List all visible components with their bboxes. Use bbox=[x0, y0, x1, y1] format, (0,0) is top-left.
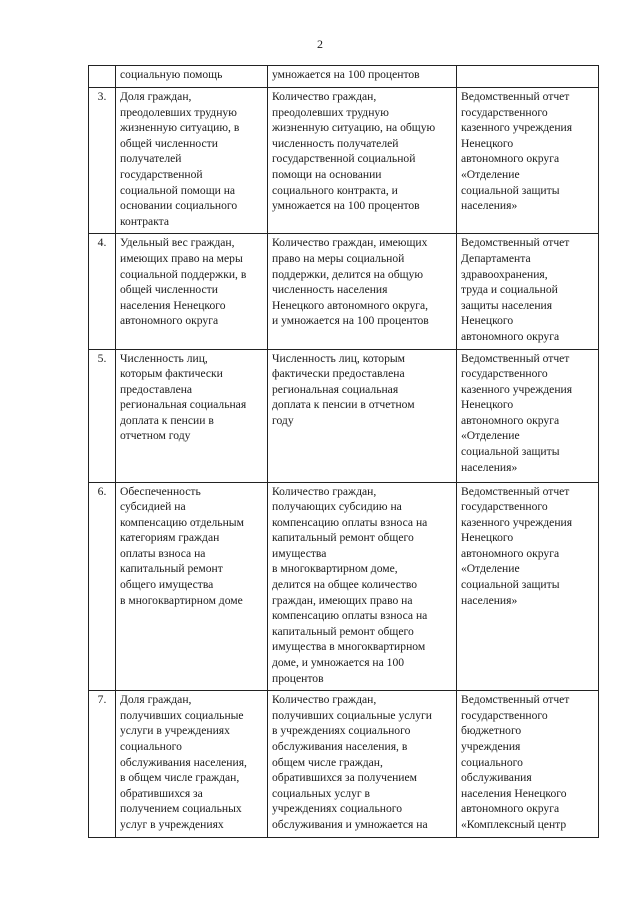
data-source-cell bbox=[457, 66, 599, 88]
table-row bbox=[89, 66, 599, 88]
data-source-cell: Ведомственный отчет государственного казенного учреждения Ненецкого автономного округа «Отделение социальной защиты населения» bbox=[457, 482, 599, 691]
row-number: 5. bbox=[89, 349, 116, 482]
table-row bbox=[89, 349, 599, 482]
indicator-cell: Удельный вес граждан, имеющих право на меры социальной поддержки, в общей численности населения Ненецкого автономного округа bbox=[116, 234, 268, 349]
calculation-method-cell: Количество граждан, имеющих право на меры социальной поддержки, делится на общую численность населения Ненецкого автономного округа, и умножается на 100 процентов bbox=[268, 234, 457, 349]
page-number: 2 bbox=[317, 37, 323, 51]
row-number: 7. bbox=[89, 691, 116, 837]
row-number: 3. bbox=[89, 88, 116, 234]
table-row bbox=[89, 234, 599, 349]
calculation-method-cell: умножается на 100 процентов bbox=[268, 66, 457, 88]
table-row bbox=[89, 88, 599, 234]
indicator-cell: социальную помощь bbox=[116, 66, 268, 88]
calculation-method-cell: Количество граждан, преодолевших трудную жизненную ситуацию, на общую численность получателей государственной социальной помощи на основании социального контракта, и умножается на 100 процентов bbox=[268, 88, 457, 234]
data-source-cell: Ведомственный отчет государственного казенного учреждения Ненецкого автономного округа «Отделение социальной защиты населения» bbox=[457, 88, 599, 234]
calculation-method-cell: Численность лиц, которым фактически предоставлена региональная социальная доплата к пенсии в отчетном году bbox=[268, 349, 457, 482]
data-source-cell: Ведомственный отчет государственного бюджетного учреждения социального обслуживания населения Ненецкого автономного округа «Комплексный центр bbox=[457, 691, 599, 837]
indicator-cell: Обеспеченность субсидией на компенсацию отдельным категориям граждан оплаты взноса на капитальный ремонт общего имущества в многоквартирном доме bbox=[116, 482, 268, 691]
indicator-cell: Доля граждан, получивших социальные услуги в учреждениях социального обслуживания населения, в общем числе граждан, обратившихся за получением социальных услуг в учреждениях bbox=[116, 691, 268, 837]
calculation-method-cell: Количество граждан, получивших социальные услуги в учреждениях социального обслуживания населения, в общем числе граждан, обратившихся за получением социальных услуг в учреждениях социального обслуживания и умножается на bbox=[268, 691, 457, 837]
row-number: 6. bbox=[89, 482, 116, 691]
row-number bbox=[89, 66, 116, 88]
data-source-cell: Ведомственный отчет государственного казенного учреждения Ненецкого автономного округа «Отделение социальной защиты населения» bbox=[457, 349, 599, 482]
indicator-cell: Доля граждан, преодолевших трудную жизненную ситуацию, в общей численности получателей государственной социальной помощи на основании социального контракта bbox=[116, 88, 268, 234]
table-row bbox=[89, 482, 599, 691]
data-source-cell: Ведомственный отчет Департамента здравоохранения, труда и социальной защиты населения Ненецкого автономного округа bbox=[457, 234, 599, 349]
row-number: 4. bbox=[89, 234, 116, 349]
table-row bbox=[89, 691, 599, 837]
calculation-method-cell: Количество граждан, получающих субсидию на компенсацию оплаты взноса на капитальный ремонт общего имущества в многоквартирном доме, делится на общее количество граждан, имеющих право на компенсацию оплаты взноса на капитальный ремонт общего имущества в многоквартирном доме, и умножается на 100 процентов bbox=[268, 482, 457, 691]
indicators-table bbox=[88, 65, 599, 838]
indicator-cell: Численность лиц, которым фактически предоставлена региональная социальная доплата к пенсии в отчетном году bbox=[116, 349, 268, 482]
